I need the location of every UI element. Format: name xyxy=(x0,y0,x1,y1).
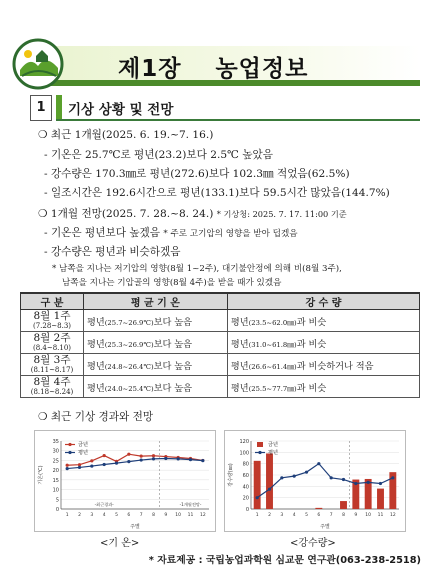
data-point xyxy=(367,481,370,484)
data-point xyxy=(103,463,106,466)
y-tick-label: 120 xyxy=(239,439,249,445)
week-label: 8월 1주 xyxy=(33,309,71,322)
forecast-heading-text: 1개월 전망(2025. 7. 28.~8. 24.) xyxy=(50,208,214,220)
data-point xyxy=(90,459,93,462)
data-point xyxy=(127,453,130,456)
x-tick-label: 9 xyxy=(164,513,168,518)
temp-cell xyxy=(84,376,228,398)
farm-logo-icon xyxy=(12,36,68,96)
recent-item-sun: - 일조시간은 192.6시간으로 평년(133.1)보다 59.5시간 많았음(144.7%) xyxy=(44,187,390,199)
y-axis-label: 기온(℃) xyxy=(38,465,44,485)
temp-chart xyxy=(35,431,215,531)
y-axis-label: 강수량(㎜) xyxy=(228,463,234,487)
rain-outlook: 과 비슷 xyxy=(296,338,327,350)
phase-label: -최근경과- xyxy=(94,502,114,507)
legend-marker xyxy=(68,451,71,454)
series-line xyxy=(257,464,393,498)
header-rain: 강 수 량 xyxy=(227,293,419,310)
x-tick-label: 5 xyxy=(115,513,118,518)
rain-range: (25.5~77.7㎜) xyxy=(248,384,297,393)
week-cell xyxy=(21,354,84,376)
temp-outlook: 보다 높음 xyxy=(153,316,193,328)
data-point xyxy=(66,467,69,470)
y-tick-label: 80 xyxy=(242,461,249,468)
rain-outlook: 과 비슷 xyxy=(296,382,327,394)
rain-cell xyxy=(227,332,419,354)
week-dates: (7.28~8.3) xyxy=(32,321,72,330)
data-point xyxy=(164,457,167,460)
table-row xyxy=(21,354,420,376)
rain-base: 평년 xyxy=(230,316,249,328)
data-point xyxy=(152,457,155,460)
x-tick-label: 2 xyxy=(268,513,271,518)
y-tick-label: 60 xyxy=(242,473,249,479)
temp-base: 평년 xyxy=(87,382,105,394)
rain-outlook: 과 비슷 xyxy=(296,316,327,328)
rain-cell xyxy=(227,354,419,376)
y-tick-label: 15 xyxy=(52,477,59,484)
x-tick-label: 11 xyxy=(187,513,194,518)
bullet-circle-icon: ❍ xyxy=(38,208,48,220)
rain-cell xyxy=(227,376,419,398)
week-dates: (8.4~8.10) xyxy=(32,343,72,352)
section-header xyxy=(56,95,420,121)
x-tick-label: 12 xyxy=(199,513,206,518)
forecast-temp-text: - 기온은 평년보다 높겠음 xyxy=(44,227,161,239)
data-point xyxy=(90,464,93,467)
bullet-circle-icon: ❍ xyxy=(38,411,48,423)
x-tick-label: 6 xyxy=(317,513,321,518)
week-label: 8월 4주 xyxy=(33,375,71,388)
table-row xyxy=(21,310,420,332)
x-tick-label: 2 xyxy=(78,513,81,518)
data-point xyxy=(391,476,394,479)
x-tick-label: 10 xyxy=(365,513,372,518)
rain-cell xyxy=(227,310,419,332)
bullet-circle-icon: ❍ xyxy=(38,129,48,141)
y-tick-label: 10 xyxy=(52,487,59,494)
x-tick-label: 10 xyxy=(175,513,182,518)
rain-base: 평년 xyxy=(230,360,249,372)
table-row xyxy=(21,332,420,354)
rain-chart-frame xyxy=(224,430,406,532)
y-tick-label: 35 xyxy=(52,439,59,445)
legend-label: 평년 xyxy=(268,450,279,456)
x-axis-label: 주별 xyxy=(320,524,330,530)
x-tick-label: 3 xyxy=(90,513,94,518)
data-point xyxy=(140,455,143,458)
week-dates: (8.18~8.24) xyxy=(30,387,74,396)
temp-outlook: 보다 높음 xyxy=(153,338,193,350)
x-tick-label: 7 xyxy=(139,513,143,518)
bar xyxy=(377,489,384,509)
y-tick-label: 5 xyxy=(55,497,59,504)
section-accent-bar xyxy=(56,95,62,119)
data-point xyxy=(66,464,69,467)
week-label: 8월 3주 xyxy=(33,353,71,366)
week-cell xyxy=(21,310,84,332)
chapter-subtitle: 농업정보 xyxy=(215,56,309,82)
data-point xyxy=(330,476,333,479)
table-row xyxy=(21,376,420,398)
forecast-rain: - 강수량은 평년과 비슷하겠음 xyxy=(44,246,181,258)
rain-base: 평년 xyxy=(230,382,249,394)
recent-item-temp: - 기온은 25.7℃로 평년(23.2)보다 2.5℃ 높았음 xyxy=(44,149,273,161)
forecast-source-note: * 기상청: 2025. 7. 17. 11:00 기준 xyxy=(216,209,347,219)
x-tick-label: 5 xyxy=(305,513,308,518)
series-line xyxy=(67,458,203,468)
week-cell xyxy=(21,376,84,398)
temp-range: (25.3~26.9℃) xyxy=(104,340,154,349)
x-tick-label: 1 xyxy=(255,513,259,518)
legend-marker xyxy=(68,443,71,446)
bar xyxy=(340,501,347,509)
data-point xyxy=(305,471,308,474)
temp-chart-frame xyxy=(34,430,216,532)
temp-base: 평년 xyxy=(87,316,105,328)
recent-item-rain: - 강수량은 170.3㎜로 평년(272.6)보다 102.3㎜ 적었음(62.5%) xyxy=(44,168,350,180)
data-point xyxy=(280,476,283,479)
legend-marker xyxy=(258,451,261,454)
week-cell xyxy=(21,332,84,354)
y-tick-label: 25 xyxy=(52,458,59,465)
section-number: 1 xyxy=(30,95,52,121)
temp-base: 평년 xyxy=(87,360,105,372)
recent-heading-text: 최근 1개월(2025. 6. 19.~7. 16.) xyxy=(50,129,214,141)
temp-base: 평년 xyxy=(87,338,105,350)
legend-label: 평년 xyxy=(78,450,89,456)
data-point xyxy=(189,458,192,461)
data-point xyxy=(268,488,271,491)
x-tick-label: 12 xyxy=(389,513,396,518)
data-point xyxy=(354,482,357,485)
section-title: 기상 상황 및 전망 xyxy=(68,102,174,118)
forecast-rain-note-2: 남쪽을 지나는 기압골의 영향(8월 4주)을 받을 때가 있겠음 xyxy=(62,278,282,288)
bar xyxy=(254,461,261,509)
data-point xyxy=(177,457,180,460)
temp-outlook: 보다 높음 xyxy=(153,360,193,372)
data-point xyxy=(115,462,118,465)
data-point xyxy=(256,496,259,499)
temp-outlook: 보다 높음 xyxy=(153,382,193,394)
x-tick-label: 3 xyxy=(280,513,284,518)
legend-swatch xyxy=(257,442,263,447)
legend-label: 금년 xyxy=(78,442,89,448)
data-point xyxy=(127,460,130,463)
temp-chart-caption: <기 온> xyxy=(100,538,140,549)
x-tick-label: 6 xyxy=(127,513,131,518)
y-tick-label: 0 xyxy=(55,507,59,513)
data-point xyxy=(293,475,296,478)
header-category: 구 분 xyxy=(21,293,84,310)
data-point xyxy=(342,478,345,481)
data-point xyxy=(78,463,81,466)
header-temp: 평 균 기 온 xyxy=(84,293,228,310)
data-point xyxy=(78,466,81,469)
week-dates: (8.11~8.17) xyxy=(30,365,74,374)
data-point xyxy=(317,462,320,465)
table-header-row xyxy=(21,293,420,310)
temp-range: (24.0~25.4℃) xyxy=(104,384,154,393)
x-axis-label: 주별 xyxy=(130,524,140,530)
rain-outlook: 과 비슷하거나 적음 xyxy=(296,360,374,372)
rain-chart-caption: <강수량> xyxy=(290,538,336,549)
bar xyxy=(266,453,273,509)
temp-cell xyxy=(84,332,228,354)
data-point xyxy=(103,454,106,457)
rain-range: (23.5~62.0㎜) xyxy=(248,318,297,327)
temp-range: (25.7~26.9℃) xyxy=(104,318,154,327)
bar xyxy=(315,508,322,509)
footer-source: * 자료제공 : 국립농업과학원 심교문 연구관(063-238-2518) xyxy=(148,555,421,566)
forecast-temp xyxy=(44,226,298,241)
y-tick-label: 30 xyxy=(52,448,59,455)
x-tick-label: 4 xyxy=(102,513,106,518)
chapter-title xyxy=(118,50,308,83)
data-point xyxy=(140,458,143,461)
data-point xyxy=(379,482,382,485)
y-tick-label: 0 xyxy=(245,507,249,513)
temp-range: (24.8~26.4℃) xyxy=(104,362,154,371)
x-tick-label: 8 xyxy=(152,513,155,518)
x-tick-label: 1 xyxy=(65,513,69,518)
temp-cell xyxy=(84,310,228,332)
data-point xyxy=(152,454,155,457)
x-tick-label: 9 xyxy=(354,513,358,518)
week-label: 8월 2주 xyxy=(33,331,71,344)
rain-range: (26.6~61.4㎜) xyxy=(248,362,297,371)
forecast-heading xyxy=(38,207,347,221)
legend-label: 금년 xyxy=(268,442,279,448)
chapter-number: 제1장 xyxy=(118,56,182,82)
phase-label: -1개월전망- xyxy=(179,502,202,507)
forecast-table xyxy=(20,292,420,398)
x-tick-label: 8 xyxy=(342,513,345,518)
rain-chart xyxy=(225,431,405,531)
recent-heading xyxy=(38,128,213,142)
x-tick-label: 4 xyxy=(292,513,296,518)
x-tick-label: 11 xyxy=(377,513,384,518)
charts-heading xyxy=(38,410,153,424)
forecast-temp-note: * 주로 고기압의 영향을 받아 덥겠음 xyxy=(163,229,298,239)
y-tick-label: 20 xyxy=(52,468,59,475)
temp-cell xyxy=(84,354,228,376)
data-point xyxy=(201,459,204,462)
rain-base: 평년 xyxy=(230,338,249,350)
x-tick-label: 7 xyxy=(329,513,333,518)
rain-range: (31.0~61.8㎜) xyxy=(248,340,297,349)
forecast-rain-note-1: * 남쪽을 지나는 저기압의 영향(8월 1~2주), 대기불안정에 의해 비(8월 3주), xyxy=(52,264,342,274)
y-tick-label: 40 xyxy=(242,484,249,491)
charts-heading-text: 최근 기상 경과와 전망 xyxy=(50,411,154,423)
y-tick-label: 20 xyxy=(242,495,249,502)
y-tick-label: 100 xyxy=(239,450,249,457)
